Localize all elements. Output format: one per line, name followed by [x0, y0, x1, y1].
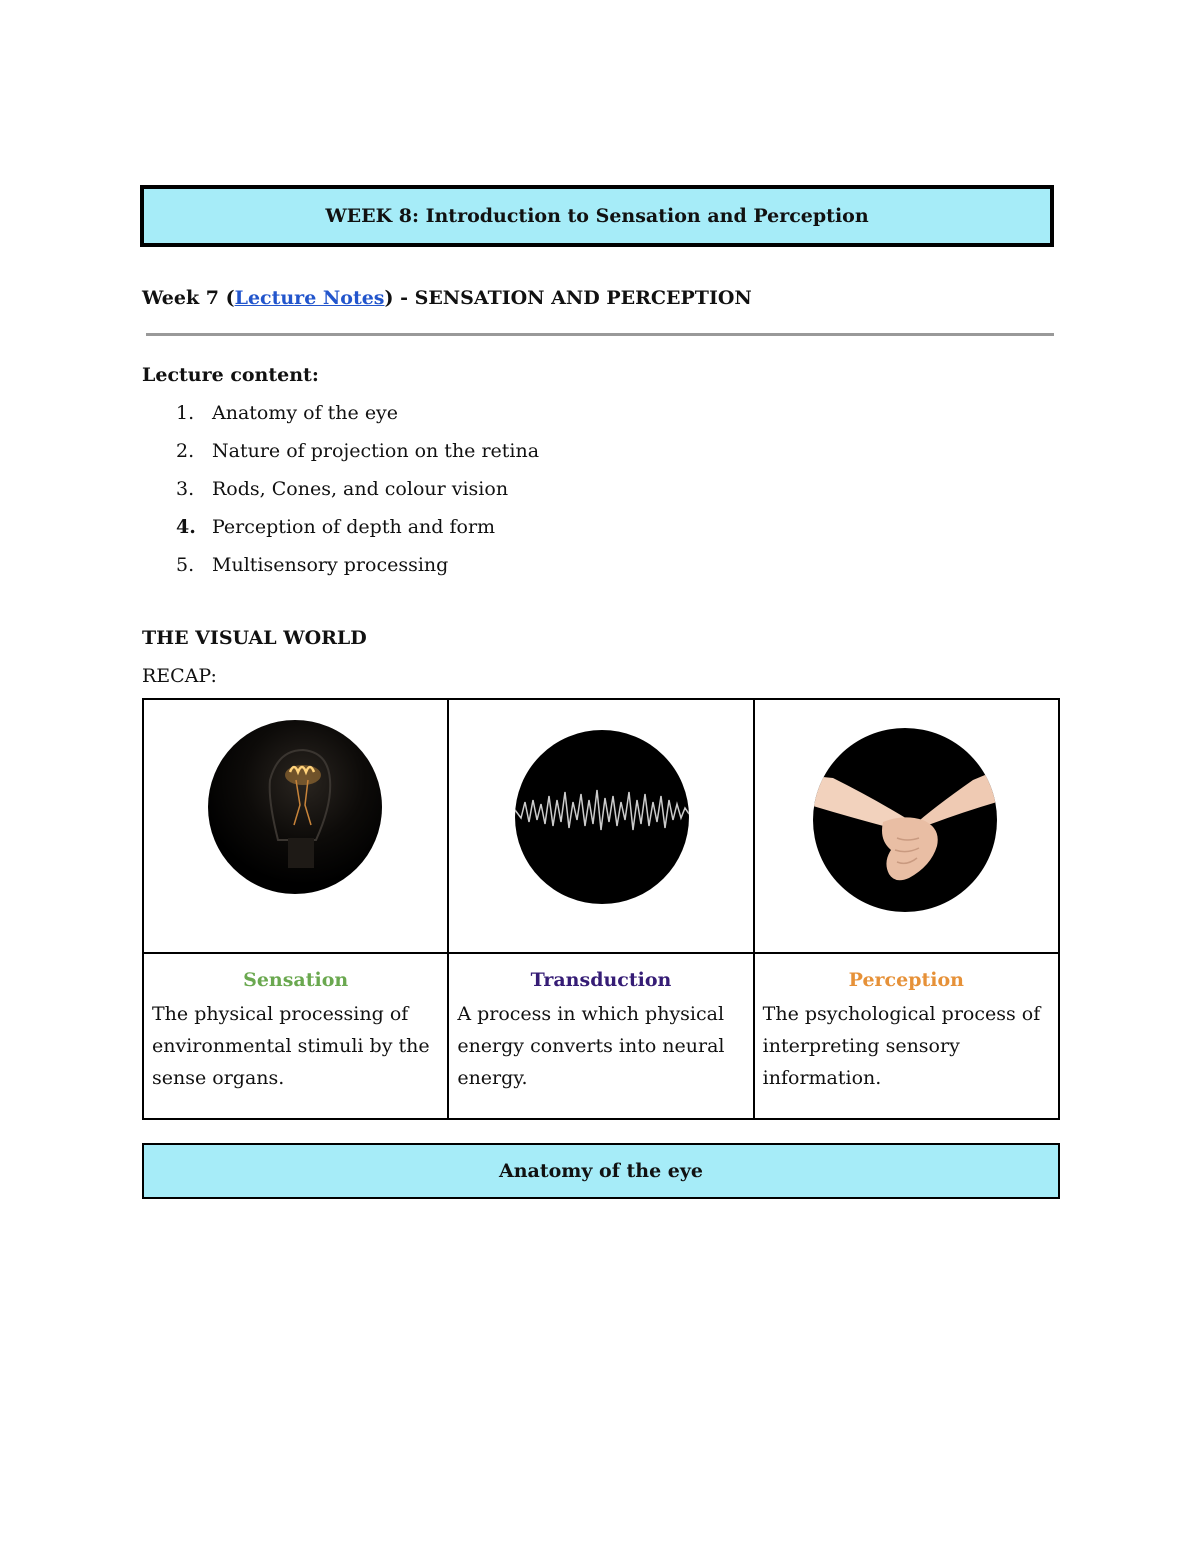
- list-text: Multisensory processing: [212, 554, 449, 576]
- list-number: 2.: [176, 440, 195, 462]
- week-suffix: ) - SENSATION AND PERCEPTION: [384, 287, 752, 309]
- sensation-cell: [143, 953, 448, 1119]
- list-number: 1.: [176, 402, 195, 424]
- list-item: [142, 436, 539, 474]
- perception-term: Perception: [848, 969, 964, 991]
- section-banner-week8: [140, 185, 1054, 247]
- perception-cell: [754, 953, 1059, 1119]
- list-item: [142, 550, 539, 588]
- list-text: Anatomy of the eye: [212, 402, 399, 424]
- recap-label: RECAP:: [142, 665, 217, 687]
- list-item: [142, 398, 539, 436]
- banner-title: Anatomy of the eye: [498, 1160, 704, 1182]
- horizontal-divider: [146, 333, 1054, 336]
- lecture-content-list: [142, 398, 539, 588]
- transduction-description: A process in which physical energy converts into neural energy.: [457, 1003, 725, 1089]
- banner-title: WEEK 8: Introduction to Sensation and Perception: [325, 205, 869, 227]
- holding-hands-icon: [813, 728, 997, 912]
- sensation-image-cell: [143, 699, 448, 953]
- list-number: 3.: [176, 478, 195, 500]
- waveform-icon: [515, 730, 689, 904]
- list-number: 4.: [176, 516, 196, 538]
- list-text: Rods, Cones, and colour vision: [212, 478, 509, 500]
- list-text: Perception of depth and form: [212, 516, 496, 538]
- transduction-cell: [448, 953, 753, 1119]
- lecture-content-label: Lecture content:: [142, 364, 319, 386]
- transduction-image-cell: [448, 699, 753, 953]
- light-bulb-icon: [208, 720, 382, 894]
- transduction-term: Transduction: [530, 969, 672, 991]
- sensation-term: Sensation: [243, 969, 349, 991]
- list-text: Nature of projection on the retina: [212, 440, 540, 462]
- lecture-notes-link[interactable]: Lecture Notes: [234, 287, 385, 309]
- visual-world-heading: THE VISUAL WORLD: [142, 627, 367, 649]
- section-banner-anatomy: [142, 1143, 1060, 1199]
- week-heading: [142, 287, 752, 309]
- perception-image-cell: [754, 699, 1059, 953]
- week-prefix: Week 7 (: [142, 287, 235, 309]
- sensation-description: The physical processing of environmental stimuli by the sense organs.: [152, 1003, 430, 1089]
- list-item: [142, 512, 539, 550]
- perception-description: The psychological process of interpreting sensory information.: [762, 1003, 1041, 1089]
- list-number: 5.: [176, 554, 195, 576]
- recap-table: [142, 698, 1060, 1120]
- list-item: [142, 474, 539, 512]
